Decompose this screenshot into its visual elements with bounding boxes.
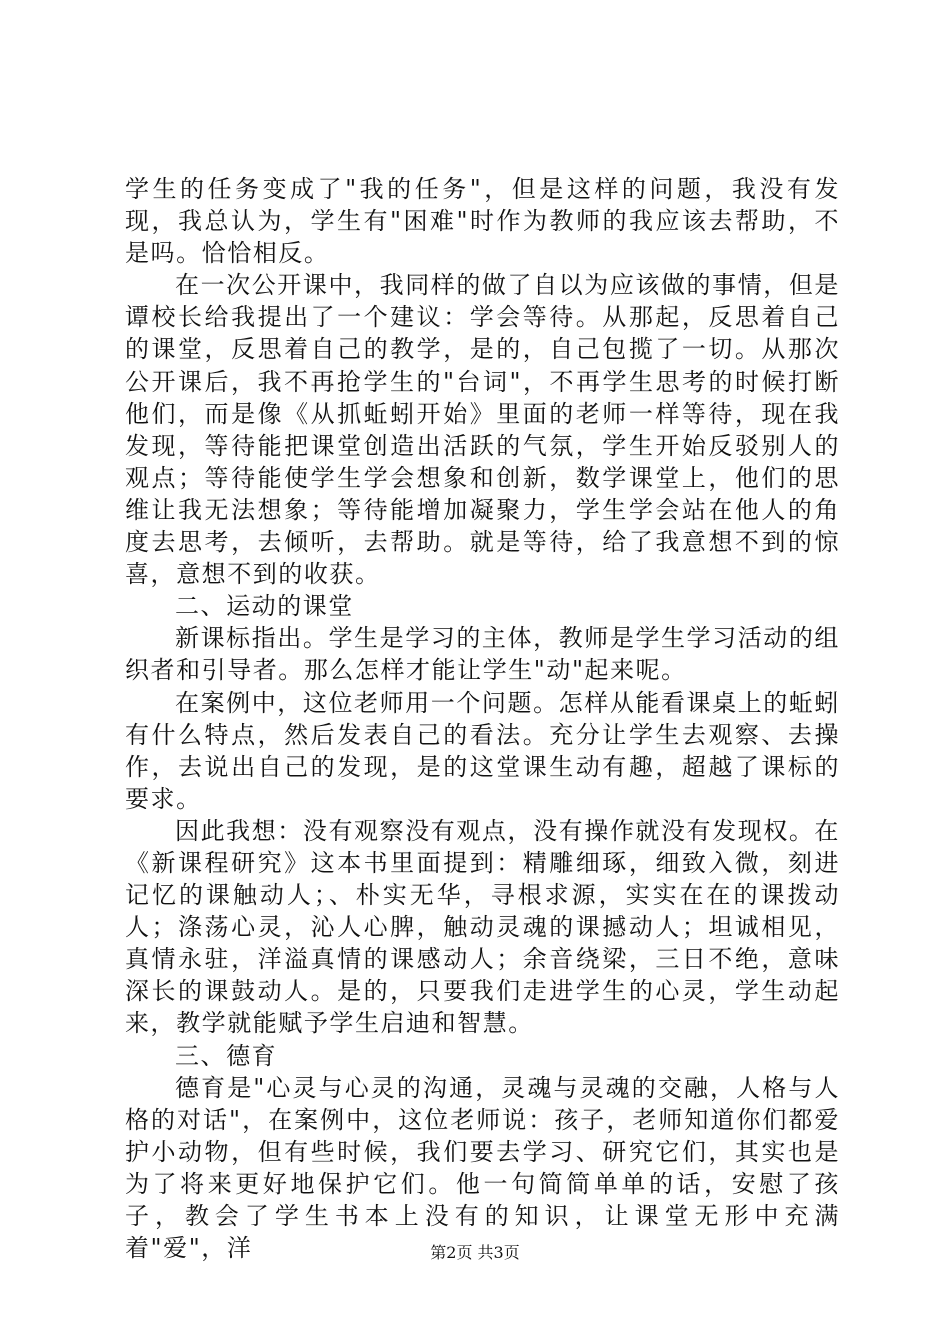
paragraph-earthworm-case: 在案例中，这位老师用一个问题。怎样从能看课桌上的蚯蚓有什么特点，然后发表自己的看法。充分让学生去观察、去操作，去说出自己的发现，是的这堂课生动有趣，超越了课标的要求。 [125,688,840,813]
section-heading-moral-education: 三、德育 [175,1041,278,1070]
paragraph-observation: 因此我想：没有观察没有观点，没有操作就没有发现权。在《新课程研究》这本书里面提到：精雕细琢，细致入微，刻进记忆的课触动人；、朴实无华，寻根求源，实实在在的课拨动人；涤荡心灵，沁人心脾，触动灵魂的课撼动人；坦诚相见，真情永驻，洋溢真情的课感动人；余音绕梁，三日不绝，意味深长的课鼓动人。是的，只要我们走进学生的心灵，学生动起来，教学就能赋予学生启迪和智慧。 [125,816,840,1038]
section-heading-active-classroom: 二、运动的课堂 [175,592,354,621]
paragraph-moral-education: 德育是"心灵与心灵的沟通，灵魂与灵魂的交融，人格与人格的对话"，在案例中，这位老师说：孩子，老师知道你们都爱护小动物，但有些时候，我们要去学习、研究它们，其实也是为了将来更好地保护它们。他一句简简单单的话，安慰了孩子，教会了学生书本上没有的知识，让课堂无形中充满着"爱"，洋 [125,1073,840,1263]
paragraph-continuation: 学生的任务变成了"我的任务"，但是这样的问题，我没有发现，我总认为，学生有"困难"时作为教师的我应该去帮助，不是吗。恰恰相反。 [125,175,840,268]
paragraph-new-standard: 新课标指出。学生是学习的主体，教师是学生学习活动的组织者和引导者。那么怎样才能让学生"动"起来呢。 [125,624,840,685]
paragraph-waiting: 在一次公开课中，我同样的做了自以为应该做的事情，但是谭校长给我提出了一个建议：学会等待。从那起，反思着自己的课堂，反思着自己的教学，是的，自己包揽了一切。从那次公开课后，我不再抢学生的"台词"，不再学生思考的时候打断他们，而是像《从抓蚯蚓开始》里面的老师一样等待，现在我发现，等待能把课堂创造出活跃的气氛，学生开始反驳别人的观点；等待能使学生学会想象和创新，数学课堂上，他们的思维让我无法想象；等待能增加凝聚力，学生学会站在他人的角度去思考，去倾听，去帮助。就是等待，给了我意想不到的惊喜，意想不到的收获。 [125,271,840,589]
page-number-label: 第2页 共3页 [430,1243,520,1262]
page-footer [0,1243,950,1263]
document-body [125,173,840,1264]
